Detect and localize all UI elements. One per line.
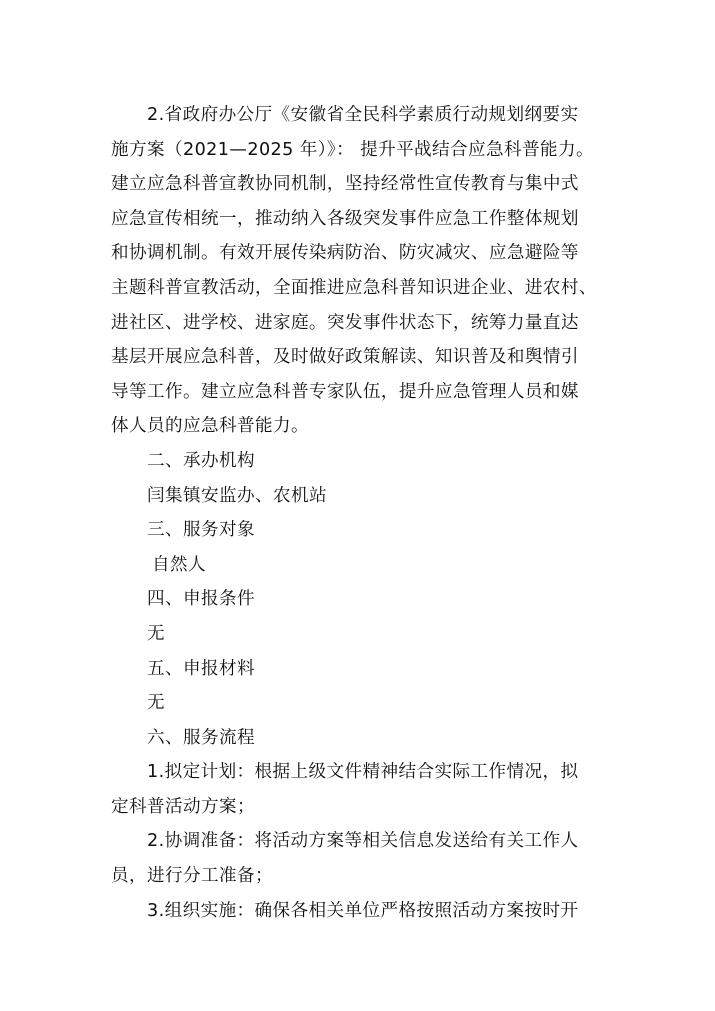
text-line: 六、服务流程 xyxy=(147,727,255,748)
text-line: 3.组织实施：确保各相关单位严格按照活动方案按时开 xyxy=(147,900,579,921)
text-line: 自然人 xyxy=(152,554,206,575)
text-line: 无 xyxy=(147,623,165,644)
text-line: 无 xyxy=(147,693,165,714)
text-line: 二、承办机构 xyxy=(147,450,255,471)
text-line: 基层开展应急科普，及时做好政策解读、知识普及和舆情引 xyxy=(111,347,579,368)
text-line: 主题科普宣教活动，全面推进应急科普知识进企业、进农村、 xyxy=(111,277,597,298)
text-line: 三、服务对象 xyxy=(147,520,255,541)
text-line: 四、申报条件 xyxy=(147,589,255,610)
text-line: 体人员的应急科普能力。 xyxy=(111,416,309,437)
text-line: 施方案（2021—2025 年）》： 提升平战结合应急科普能力。 xyxy=(111,139,594,160)
text-line: 2.省政府办公厅《安徽省全民科学素质行动规划纲要实 xyxy=(147,105,579,125)
text-line: 应急宣传相统一，推动纳入各级突发事件应急工作整体规划 xyxy=(111,208,579,229)
document-body xyxy=(111,98,611,928)
text-line: 1.拟定计划：根据上级文件精神结合实际工作情况，拟 xyxy=(147,762,579,783)
text-line: 导等工作。建立应急科普专家队伍，提升应急管理人员和媒 xyxy=(111,381,579,402)
text-line: 建立应急科普宣教协同机制，坚持经常性宣传教育与集中式 xyxy=(111,174,579,195)
text-line: 2.协调准备：将活动方案等相关信息发送给有关工作人 xyxy=(147,831,579,852)
text-line: 员，进行分工准备； xyxy=(111,866,273,887)
text-line: 闫集镇安监办、农机站 xyxy=(147,485,327,506)
text-line: 进社区、进学校、进家庭。突发事件状态下，统筹力量直达 xyxy=(111,312,579,333)
text-line: 和协调机制。有效开展传染病防治、防灾减灾、应急避险等 xyxy=(111,243,579,264)
text-line: 定科普活动方案； xyxy=(111,796,255,817)
text-line: 五、申报材料 xyxy=(147,658,255,679)
